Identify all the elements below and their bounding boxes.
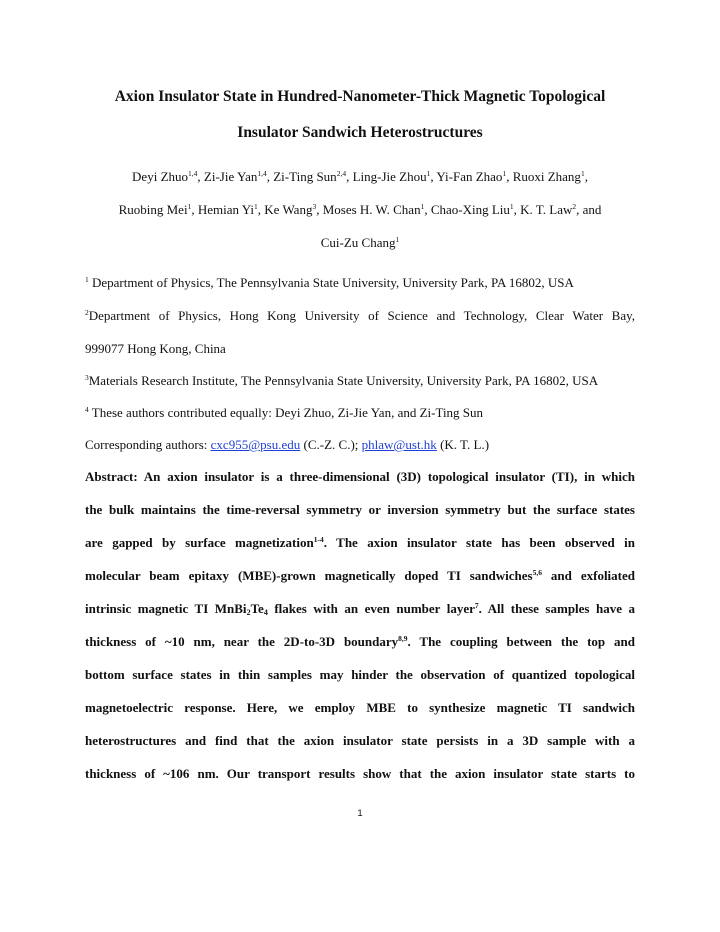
abstract-line: thickness of ~10 nm, near the 2D-to-3D boundary$^{8,9}$. The coupling between the top and bbox=[85, 634, 635, 649]
corresponding-authors: Corresponding authors: cxc955@psu.edu (C.-Z. C.); phlaw@ust.hk (K. T. L.) bbox=[85, 437, 490, 452]
affiliation-4: $^4$ These authors contributed equally: Deyi Zhuo, Zi-Jie Yan, and Zi-Ting Sun bbox=[85, 405, 484, 420]
author: Hemian Yi$^1$, bbox=[197, 202, 265, 217]
author-line-3 bbox=[70, 226, 650, 259]
abstract-line: magnetoelectric response. Here, we employ MBE to synthesize magnetic TI sandwich bbox=[85, 700, 635, 715]
author: Ling-Jie Zhou$^1$, bbox=[352, 169, 437, 184]
abstract-line: bottom surface states in thin samples may hinder the observation of quantized topological bbox=[85, 667, 635, 682]
author: Chao-Xing Liu$^1$, bbox=[430, 202, 521, 217]
abstract-line: the bulk maintains the time-reversal symmetry or inversion symmetry but the surface states bbox=[85, 502, 635, 517]
author-line-2 bbox=[70, 193, 650, 226]
author: Cui-Zu Chang$^1$ bbox=[320, 235, 400, 250]
author: Moses H. W. Chan$^1$, bbox=[322, 202, 431, 217]
title-line-1: Axion Insulator State in Hundred-Nanometer-Thick Magnetic Topological bbox=[114, 88, 606, 105]
author-list bbox=[70, 160, 650, 259]
abstract-line: Abstract: An axion insulator is a three-dimensional (3D) topological insulator (TI), in which bbox=[85, 469, 635, 484]
author: Zi-Ting Sun$^{2,4}$, bbox=[273, 169, 353, 184]
affiliation-3: $^3$Materials Research Institute, The Pennsylvania State University, University Park, PA 16802, USA bbox=[85, 373, 599, 388]
abstract-line: molecular beam epitaxy (MBE)-grown magnetically doped TI sandwiches$^{5,6}$ and exfoliated bbox=[85, 568, 635, 583]
author: K. T. Law$^2$, and bbox=[520, 202, 602, 217]
affiliation-1: $^1$ Department of Physics, The Pennsylvania State University, University Park, PA 16802, USA bbox=[85, 275, 574, 290]
affiliation-2-line-1: $^2$Department of Physics, Hong Kong University of Science and Technology, Clear Water Bay, bbox=[85, 308, 635, 323]
author: Ruobing Mei$^1$, bbox=[118, 202, 198, 217]
abstract bbox=[85, 460, 635, 790]
affiliation-2-line-2: 999077 Hong Kong, China bbox=[85, 341, 226, 356]
author: Zi-Jie Yan$^{1,4}$, bbox=[203, 169, 274, 184]
author: Ruoxi Zhang$^1$, bbox=[512, 169, 588, 184]
page-number: 1 bbox=[357, 808, 363, 819]
abstract-line: are gapped by surface magnetization$^{1-4}$. The axion insulator state has been observed in bbox=[85, 535, 635, 550]
abstract-line: heterostructures and find that the axion insulator state persists in a 3D sample with a bbox=[85, 733, 635, 748]
author: Yi-Fan Zhao$^1$, bbox=[436, 169, 513, 184]
author: Deyi Zhuo$^{1,4}$, bbox=[132, 169, 204, 184]
title-line-2: Insulator Sandwich Heterostructures bbox=[237, 124, 483, 141]
abstract-line: intrinsic magnetic TI $MnBi_2Te_4$ flakes with an even number layer$^7$. All these samples have a bbox=[85, 601, 635, 617]
email-link-2[interactable]: phlaw@ust.hk bbox=[361, 437, 437, 452]
author-line-1 bbox=[70, 160, 650, 193]
email-link-1[interactable]: cxc955@psu.edu bbox=[210, 437, 301, 452]
abstract-line: thickness of ~106 nm. Our transport results show that the axion insulator state starts to bbox=[85, 766, 635, 781]
author: Ke Wang$^3$, bbox=[264, 202, 323, 217]
